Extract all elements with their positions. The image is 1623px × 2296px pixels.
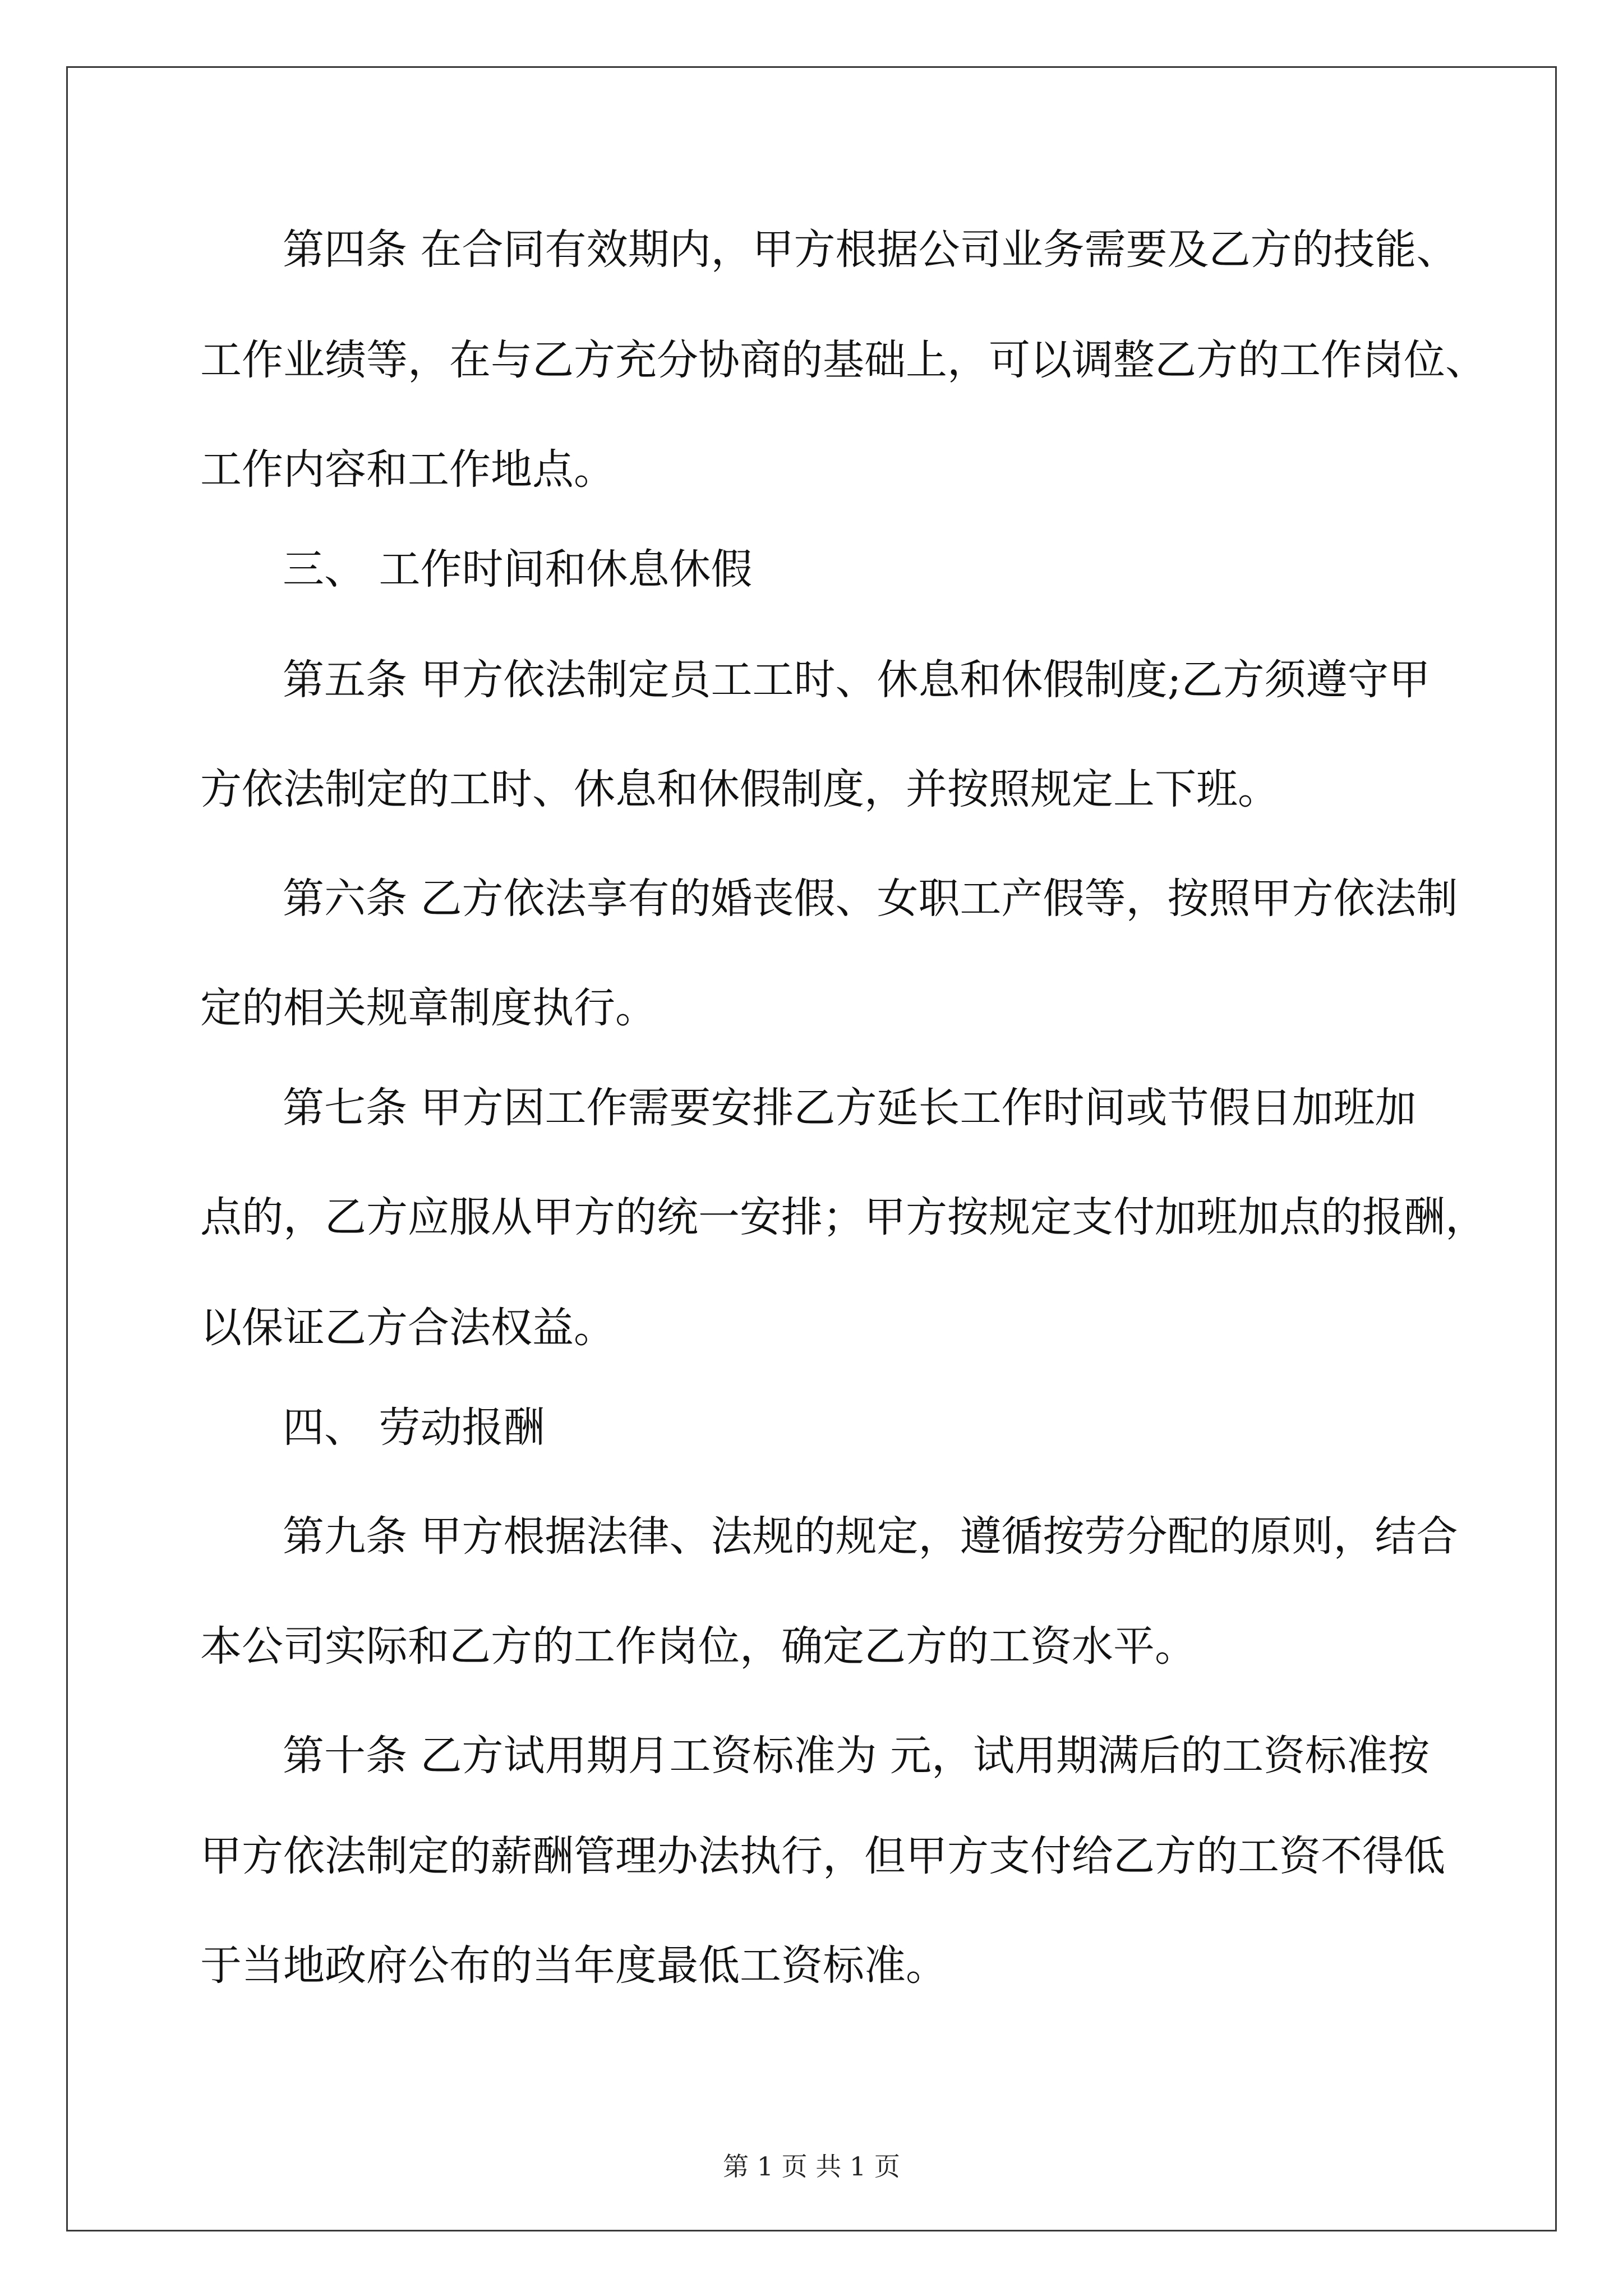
article-5-line-2: 方依法制定的工时、休息和休假制度，并按照规定上下班。 (200, 765, 1279, 813)
page-border (66, 66, 1557, 2231)
article-4-line-2: 工作业绩等，在与乙方充分协商的基础上，可以调整乙方的工作岗位、 (200, 336, 1487, 384)
article-10-line-1: 第十条 乙方试用期月工资标准为 元，试用期满后的工资标准按 (283, 1732, 1430, 1780)
article-4-line-3: 工作内容和工作地点。 (200, 445, 615, 494)
page-number-footer: 第 1 页 共 1 页 (723, 2151, 900, 2182)
article-10-line-3: 于当地政府公布的当年度最低工资标准。 (200, 1941, 947, 1990)
article-4-line-1: 第四条 在合同有效期内，甲方根据公司业务需要及乙方的技能、 (283, 226, 1458, 274)
article-10-line-2: 甲方依法制定的薪酬管理办法执行，但甲方支付给乙方的工资不得低 (200, 1832, 1445, 1880)
article-6-line-2: 定的相关规章制度执行。 (200, 984, 657, 1032)
article-9-line-2: 本公司实际和乙方的工作岗位，确定乙方的工资水平。 (200, 1622, 1196, 1671)
article-9-line-1: 第九条 甲方根据法律、法规的规定，遵循按劳分配的原则，结合 (283, 1512, 1458, 1561)
article-5-line-1: 第五条 甲方依法制定员工工时、休息和休假制度;乙方须遵守甲 (283, 656, 1431, 704)
article-7-line-3: 以保证乙方合法权益。 (200, 1304, 615, 1352)
section-4-heading: 四、 劳动报酬 (283, 1404, 545, 1452)
section-3-heading: 三、 工作时间和休息休假 (283, 545, 753, 593)
article-7-line-1: 第七条 甲方因工作需要安排乙方延长工作时间或节假日加班加 (283, 1084, 1417, 1132)
article-7-line-2: 点的，乙方应服从甲方的统一安排；甲方按规定支付加班加点的报酬， (200, 1193, 1487, 1241)
article-6-line-1: 第六条 乙方依法享有的婚丧假、女职工产假等，按照甲方依法制 (283, 875, 1458, 923)
